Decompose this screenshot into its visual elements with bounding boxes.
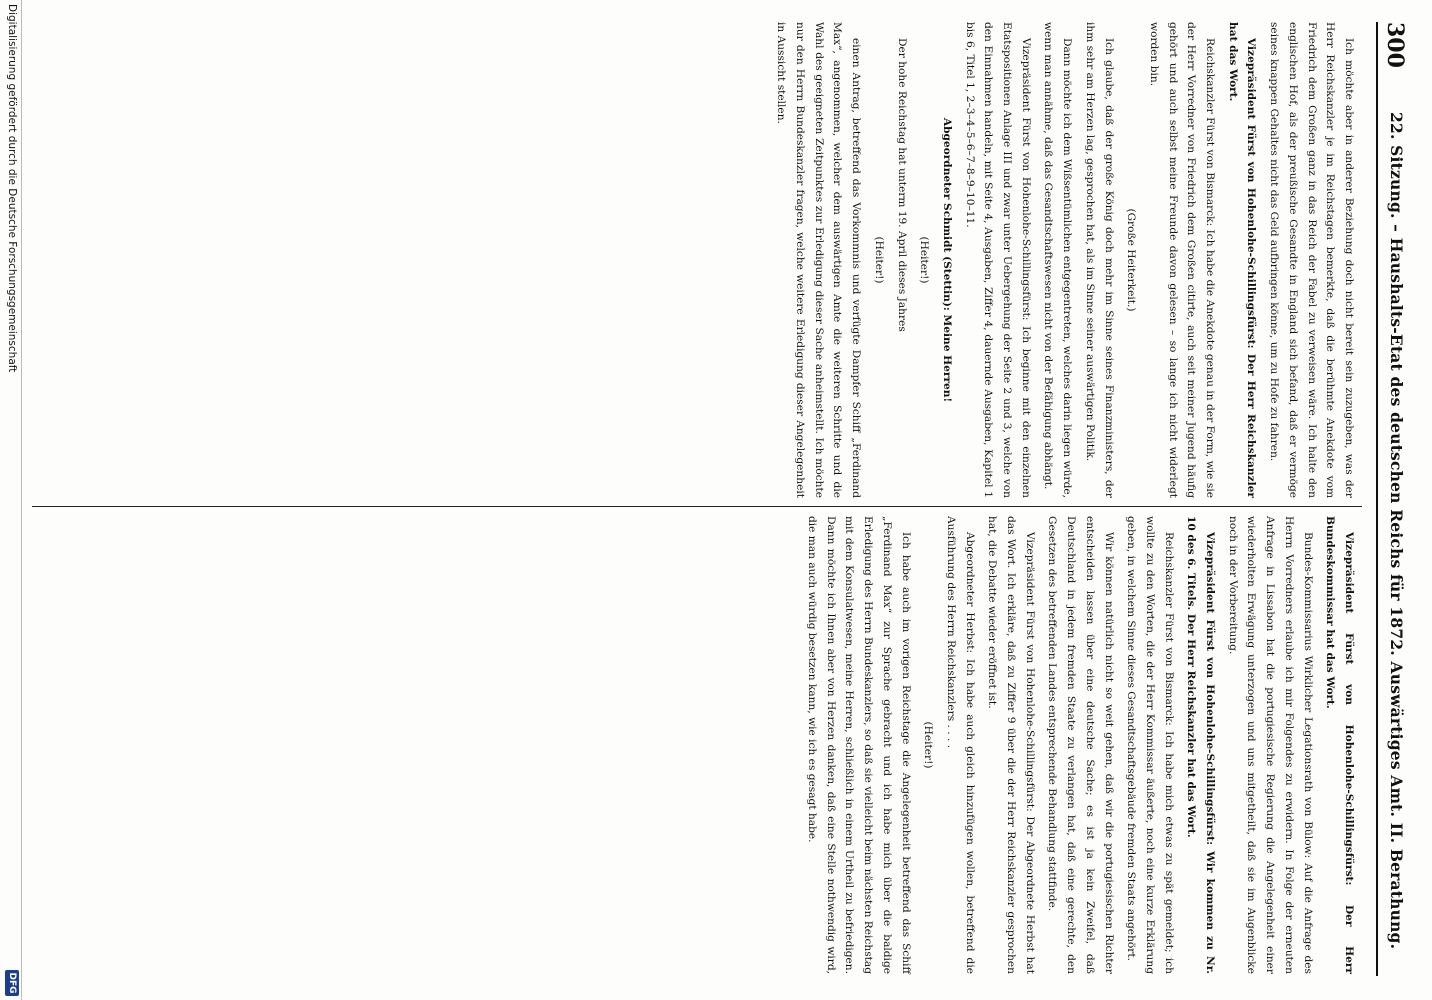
page-number: 300 (1382, 22, 1408, 68)
paragraph: einen Antrag, betreffend das Vorkommnis und verfügte Dampfer Schiff „Ferdinand Max“, angenommen, welcher dem auswärtigen Amte die weiteren Schritte und die Wahl des geeigneten Zeitpunktes zur Erledigung dieser Sache anheimstellt. Ich möchte nur den Herrn Bundeskanzler fragen, welche weitere Erledigung dieser Angelegenheit in Aussicht stellen. (775, 22, 863, 498)
speaker-line: Abgeordneter Schmidt (Stettin): Meine Herren! (940, 117, 953, 403)
dfg-logo-icon: DFG (5, 970, 19, 996)
paragraph: Ich habe auch im vorigen Reichstage die Angelegenheit betreffend das Schiff „Ferdinand Max“ zur Sprache gebracht und ich habe mich über die baldige Erledigung des Herrn Bundeskanzlers, so daß sie vielleicht beim nächsten Reichstag mit dem Konsulatwesen, meine Herren, schließlich in einem Urtheil zu befriedigen. Dann möchte ich Ihnen aber von Herzen danken, daß eine Stelle nothwendig wird, die man auch würdig besetzen kann, wie ich es gesagt habe. (806, 516, 912, 974)
paragraph: Vizepräsident Fürst von Hohenlohe-Schillingsfürst: Ich beginne mit den einzelnen Etatspositionen Anlage III und zwar unter Uebergehung der Seite 2 und 3, welche von den Einnahmen handeln, mit Seite 4, Ausgaben, Ziffer 4, dauernde Ausgaben, Kapitel 1 bis 6, Titel 1, 2–3–4–5–6–7–8–9–10–11. (963, 22, 1032, 498)
right-column (798, 516, 1358, 974)
paragraph: Wir können natürlich nicht so weit gehen, daß wir die portugiesischen Richter entscheiden lassen über eine deutsche Sache; es ist ja kein Zweifel, daß Deutschland in jedem fremden Staate zu verlangen hat, daß eine gerechte, den Gesetzen des betreffenden Landes entsprechende Behandlung stattfinde. (1046, 516, 1115, 974)
stage-note: (Heiter!) (922, 721, 935, 769)
left-column (768, 22, 1358, 498)
paragraph: Ich glaube, daß der große König doch mehr im Sinne seines Finanzministers, der ihm sehr am Herzen lag, gesprochen hat, als im Sinne seiner auswärtigen Politik. (1083, 22, 1115, 498)
paragraph: Reichskanzler Fürst von Bismarck: Ich habe die Anekdote genau in der Form, wie sie der Herr Vorredner von Friedrich dem Großen citirte, auch seit meiner Jugend häufig gehört und auch selbst meine Freunde davon gelesen – so lange ich nicht widerlegt worden bin. (1147, 22, 1217, 498)
stage-note: (Heiter!) (918, 236, 931, 284)
paragraph: Reichskanzler Fürst von Bismarck: Ich habe mich etwas zu spät gemeldet; ich wollte zu den Worten, die der Herr Kommissar äußerte, noch eine kurze Erklärung geben, in welchem Sinne dieses Gesandtschaftsgebäude fremden Staats angehört. (1125, 516, 1175, 974)
paragraph: Abgeordneter Herbst: Ich habe auch gleich hinzufügen wollen, betreffend die Ausführung des Herrn Reichskanzlers . . . . (944, 516, 976, 974)
speaker-line: Vizepräsident Fürst von Hohenlohe-Schillingsfürst: Der Herr Reichskanzler hat das Wort. (1226, 22, 1258, 498)
paragraph: Dann möchte ich dem Wißsentümlichen entgegentreten, welches darin liegen würde, wenn man annähme, daß das Gesandtschaftswesen nicht von der Befähigung abhängt. (1042, 22, 1074, 498)
footer-text: Digitalisierung gefördert durch die Deutsche Forschungsgemeinschaft (6, 4, 18, 373)
paragraph: Ich möchte aber in anderer Beziehung doch nicht bereit sein zuzugeben, was der Herr Reichskanzler je im Reichstagen bemerkte, daß die berühmte Anekdote vom Friedrich dem Großen ganz in das Reich der Fabel zu verweisen wäre. Ich halte den englischen Hof, als der preußische Gesandte in England sich befand, daß er vermöge seines knappen Gehaltes nicht das Geld aufbringen könne, um zu Hofe zu fahren. (1268, 22, 1355, 498)
paragraph: Vizepräsident Fürst von Hohenlohe-Schillingsfürst: Der Abgeordnete Herbst hat das Wort. Ich erkläre, daß zu Ziffer 9 über die der Herr Reichskanzler gesprochen hat, die Debatte wieder eröffnet ist. (986, 516, 1036, 974)
paragraph: Bundes-Kommissarius Wirklicher Legationsrath von Bülow: Auf die Anfrage des Herrn Vorredners erlaube ich mir Folgendes zu erwidern. In Folge der erneuten Anfrage in Lissabon hat die portugiesische Regierung die Angelegenheit einer wiederholten Erwägung unterzogen und uns mitgetheilt, daß sie im Augenblicke noch in der Vorbereitung. (1226, 516, 1314, 974)
stage-note: (Heiter!) (872, 236, 885, 284)
running-title: 22. Sitzung. – Haushalts-Etat des deutschen Reichs für 1872. Auswärtiges Amt. II. Berathung. (1387, 112, 1406, 950)
digitization-footer (0, 0, 22, 1000)
stage-note: (Große Heiterkeit.) (1125, 208, 1138, 312)
column-divider (32, 506, 1362, 507)
speaker-line: Vizepräsident Fürst von Hohenlohe-Schillingsfürst: Wir kommen zu Nr. 10 des 6. Titels. Der Herr Reichskanzler hat das Wort. (1185, 516, 1217, 974)
speaker-line: Vizepräsident Fürst von Hohenlohe-Schillingsfürst: Der Herr Bundeskommissar hat das Wort. (1324, 516, 1355, 974)
page-header (1376, 22, 1412, 976)
footer-rule (21, 0, 22, 1000)
paragraph: Der hohe Reichstag hat unterm 19. April dieses Jahres (895, 38, 908, 332)
